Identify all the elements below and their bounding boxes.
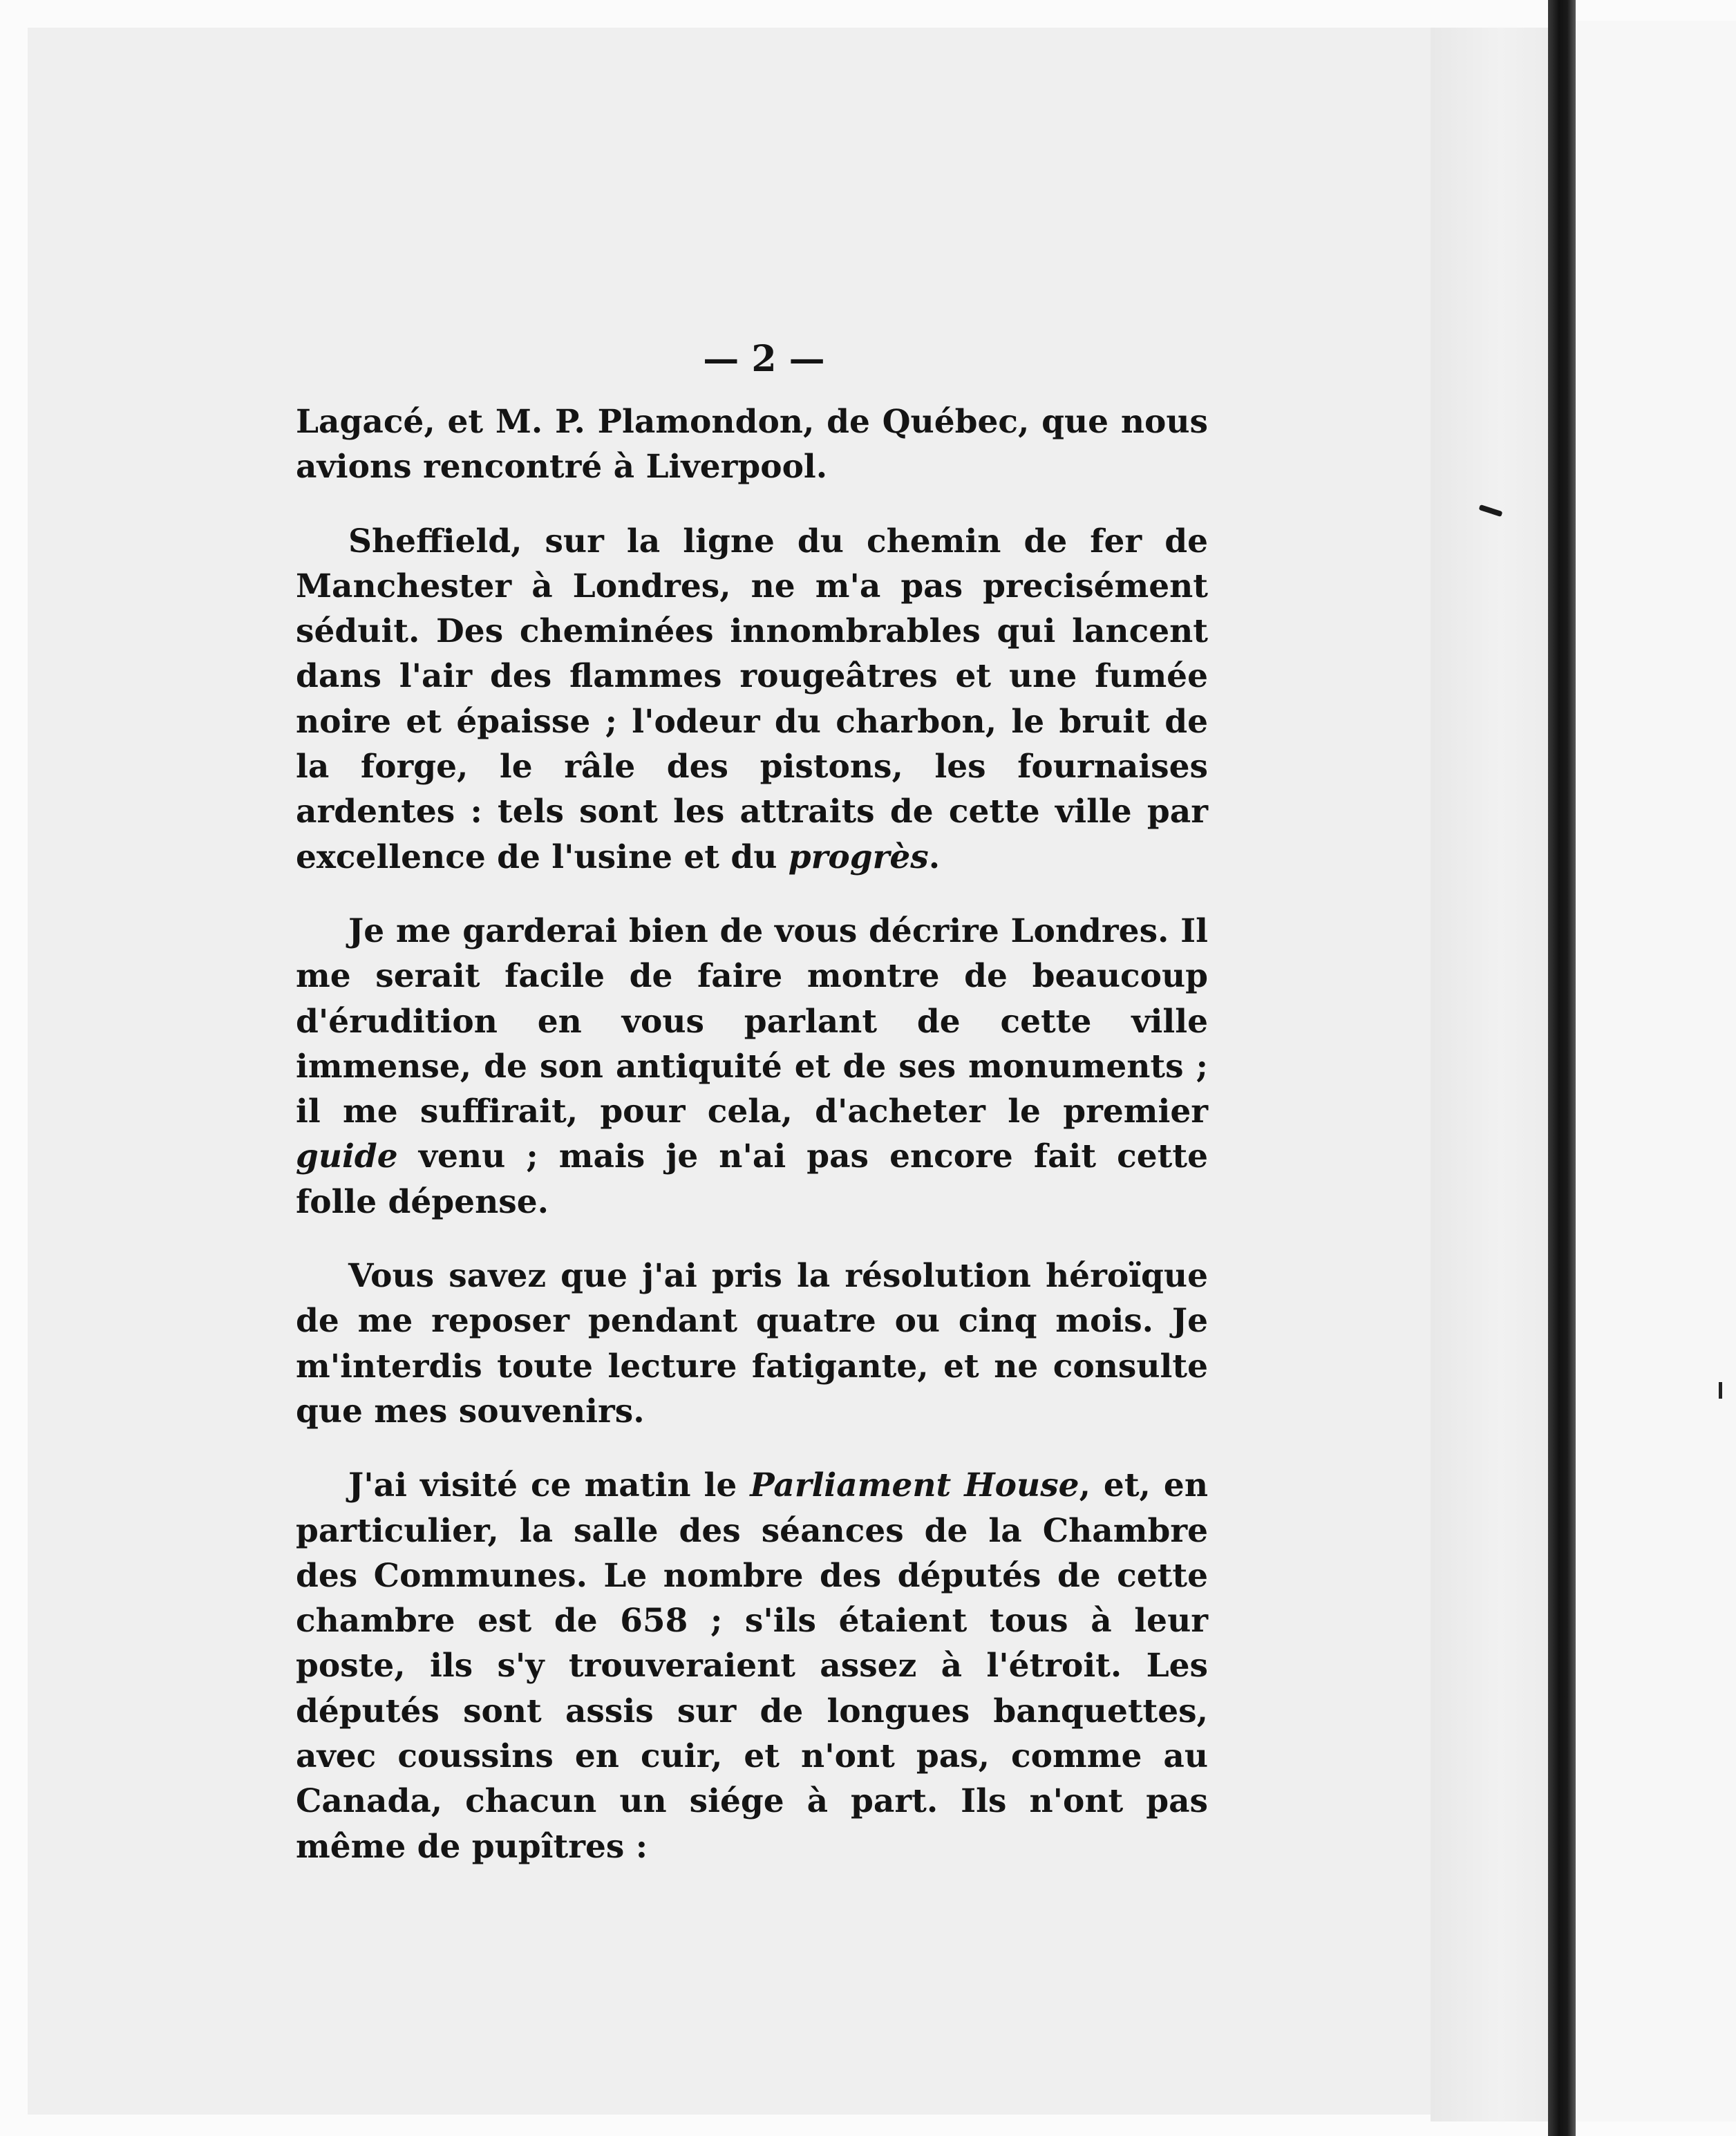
paragraph-text: venu ; mais je n'ai pas encore fait cette folle dépense. xyxy=(296,1137,1208,1221)
page-text-block xyxy=(296,339,1208,1869)
italic-word: progrès xyxy=(788,838,929,876)
paragraph-text: Sheffield, sur la ligne du chemin de fer de Manchester à Londres, ne m'a pas precisément séduit. Des cheminées innombrables qui lancent dans l'air des flammes rougeâtres et une fumée noire et épaisse ; l'odeur du charbon, le bruit de la forge, le râle des pistons, les fournaises ardentes : tels sont les attraits de cette ville par excellence de l'usine et du xyxy=(296,522,1208,876)
paragraph-1 xyxy=(296,399,1208,490)
facing-page-edge xyxy=(1576,21,1736,2121)
paragraph-2 xyxy=(296,519,1208,880)
book-spine xyxy=(1548,0,1576,2136)
page-number: — 2 — xyxy=(703,338,825,380)
paragraph-text: J'ai visité ce matin le xyxy=(348,1466,751,1505)
page-gutter xyxy=(1431,28,1548,2121)
paragraph-5 xyxy=(296,1463,1208,1869)
ink-tick xyxy=(1719,1382,1722,1399)
paragraph-text: Je me garderai bien de vous décrire Londres. Il me serait facile de faire montre de beaucoup d'érudition en vous parlant de cette ville immense, de son antiquité et de ses monuments ; il me suffirait, pour cela, d'acheter le premier xyxy=(296,911,1208,1131)
paragraph-3 xyxy=(296,909,1208,1225)
paragraph-text: . xyxy=(928,838,941,876)
italic-phrase: Parliament House xyxy=(750,1466,1079,1505)
italic-word: guide xyxy=(296,1137,398,1176)
paragraph-text: Lagacé, et M. P. Plamondon, de Québec, que nous avions rencontré à Liverpool. xyxy=(296,403,1208,486)
paragraph-4 xyxy=(296,1254,1208,1434)
paragraph-text: Vous savez que j'ai pris la résolution héroïque de me reposer pendant quatre ou cinq mois. Je m'interdis toute lecture fatigante, et ne consulte que mes souvenirs. xyxy=(296,1257,1208,1430)
paragraph-text: , et, en particulier, la salle des séances de la Chambre des Communes. Le nombre des députés de cette chambre est de 658 ; s'ils étaient tous à leur poste, ils s'y trouveraient assez à l'étroit. Les députés sont assis sur de longues banquettes, avec coussins en cuir, et n'ont pas, comme au Canada, chacun un siége à part. Ils n'ont pas même de pupîtres : xyxy=(296,1466,1208,1866)
